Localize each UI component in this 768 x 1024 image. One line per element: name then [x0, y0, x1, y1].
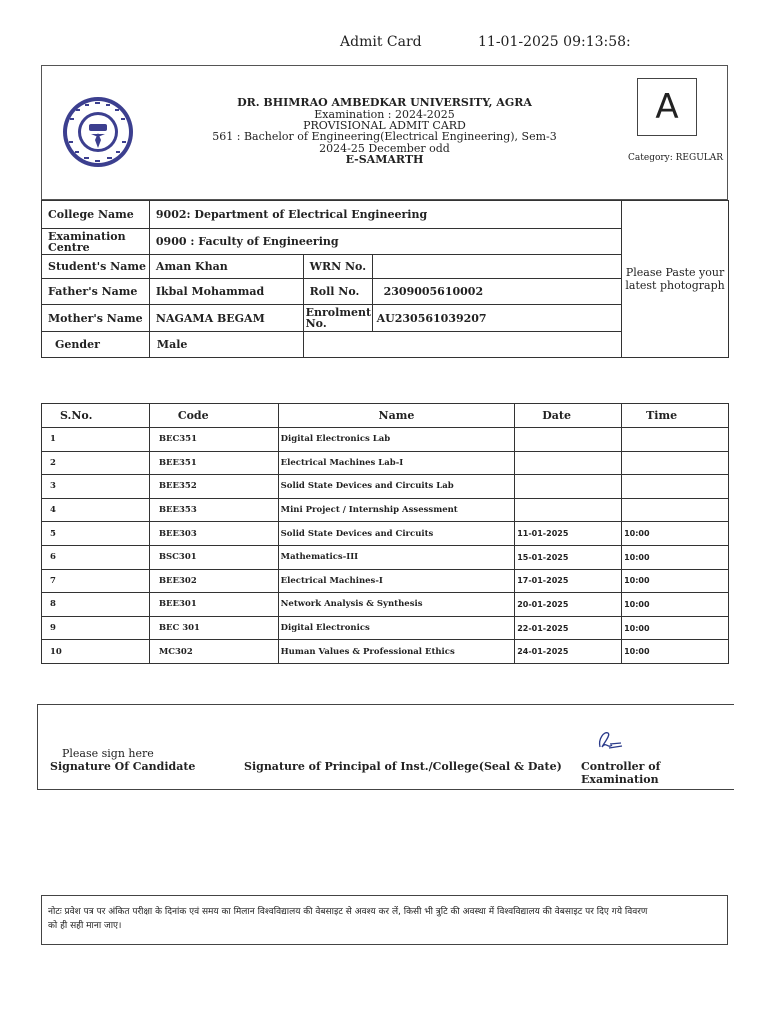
admit-card-title: Admit Card — [340, 34, 422, 50]
cell-code: BSC301 — [149, 545, 278, 569]
cell-name: Mini Project / Internship Assessment — [278, 498, 515, 522]
cell-date: 20-01-2025 — [515, 593, 622, 617]
gender-value: Male — [149, 332, 303, 358]
cell-name: Solid State Devices and Circuits Lab — [278, 475, 515, 499]
wrn-value — [372, 255, 622, 279]
cell-sno: 9 — [42, 616, 150, 640]
instruction-note — [41, 895, 728, 945]
header-name: Name — [278, 404, 515, 428]
cell-code: BEE351 — [149, 451, 278, 475]
subjects-header-row — [42, 404, 729, 428]
note-line-1: नोटः प्रवेश पत्र पर अंकित परीक्षा के दिनांक एवं समय का मिलान विश्वविद्यालय की वेबसाइट से अवश्य कर लें, किसी भी त्रुटि की अवस्था में विश्वविद्यालय की वेबसाइट पर दिए गये विवरण — [48, 907, 648, 917]
roll-no-label: Roll No. — [303, 279, 372, 305]
grade-letter-box: A — [637, 78, 697, 136]
cell-code: BEE301 — [149, 593, 278, 617]
cell-name: Digital Electronics — [278, 616, 515, 640]
cell-time — [622, 451, 729, 475]
cell-date — [515, 451, 622, 475]
exam-session: 2024-25 December odd — [319, 142, 450, 155]
cell-date — [515, 428, 622, 452]
header-date: Date — [515, 404, 622, 428]
wrn-label: WRN No. — [303, 255, 372, 279]
cell-sno: 8 — [42, 593, 150, 617]
table-row — [42, 522, 729, 546]
cell-time: 10:00 — [622, 616, 729, 640]
gender-spacer — [303, 332, 621, 358]
cell-time: 10:00 — [622, 640, 729, 664]
photo-placeholder: Please Paste your latest photograph — [622, 201, 729, 358]
controller-signature-image — [594, 727, 626, 755]
sign-here-hint: Please sign here — [62, 747, 154, 760]
note-line-2: को ही सही माना जाए। — [48, 921, 122, 931]
table-row — [42, 545, 729, 569]
print-datetime: 11-01-2025 09:13:58: — [478, 34, 631, 50]
cell-sno: 5 — [42, 522, 150, 546]
cell-time: 10:00 — [622, 569, 729, 593]
table-row — [42, 475, 729, 499]
card-type: PROVISIONAL ADMIT CARD — [303, 119, 466, 132]
cell-date: 22-01-2025 — [515, 616, 622, 640]
cell-sno: 1 — [42, 428, 150, 452]
cell-time — [622, 498, 729, 522]
gender-label: Gender — [42, 332, 150, 358]
centre-label: Examination Centre — [42, 229, 150, 255]
student-info-table — [41, 200, 729, 358]
cell-time — [622, 475, 729, 499]
cell-name: Network Analysis & Synthesis — [278, 593, 515, 617]
course-name: 561 : Bachelor of Engineering(Electrical Engineering), Sem-3 — [212, 130, 557, 143]
cell-name: Solid State Devices and Circuits — [278, 522, 515, 546]
university-name: DR. BHIMRAO AMBEDKAR UNIVERSITY, AGRA — [237, 96, 532, 109]
cell-time — [622, 428, 729, 452]
header-panel — [41, 65, 728, 200]
table-row — [42, 569, 729, 593]
table-row — [42, 498, 729, 522]
cell-sno: 2 — [42, 451, 150, 475]
cell-sno: 10 — [42, 640, 150, 664]
cell-code: BEC 301 — [149, 616, 278, 640]
cell-code: BEC351 — [149, 428, 278, 452]
cell-date: 24-01-2025 — [515, 640, 622, 664]
cell-time: 10:00 — [622, 522, 729, 546]
cell-sno: 3 — [42, 475, 150, 499]
centre-value: 0900 : Faculty of Engineering — [149, 229, 621, 255]
enrolment-value: AU230561039207 — [372, 305, 622, 332]
cell-date — [515, 475, 622, 499]
table-row — [42, 593, 729, 617]
cell-name: Electrical Machines Lab-I — [278, 451, 515, 475]
college-label: College Name — [42, 201, 150, 229]
cell-date — [515, 498, 622, 522]
table-row — [42, 451, 729, 475]
cell-sno: 4 — [42, 498, 150, 522]
portal-name: E-SAMARTH — [345, 153, 424, 166]
table-row — [42, 640, 729, 664]
cell-sno: 6 — [42, 545, 150, 569]
signature-panel — [37, 704, 734, 790]
cell-code: BEE302 — [149, 569, 278, 593]
header-code: Code — [149, 404, 278, 428]
cell-date: 15-01-2025 — [515, 545, 622, 569]
cell-name: Mathematics-III — [278, 545, 515, 569]
father-name-value: Ikbal Mohammad — [149, 279, 303, 305]
father-name-label: Father's Name — [42, 279, 150, 305]
cell-time: 10:00 — [622, 593, 729, 617]
roll-no-value: 2309005610002 — [372, 279, 622, 305]
enrolment-label: Enrolment No. — [303, 305, 372, 332]
examination-year: Examination : 2024-2025 — [314, 108, 455, 121]
cell-code: MC302 — [149, 640, 278, 664]
candidate-signature-label: Signature Of Candidate — [50, 760, 196, 773]
table-row — [42, 428, 729, 452]
college-value: 9002: Department of Electrical Engineering — [149, 201, 621, 229]
cell-code: BEE352 — [149, 475, 278, 499]
cell-code: BEE353 — [149, 498, 278, 522]
cell-name: Electrical Machines-I — [278, 569, 515, 593]
mother-name-value: NAGAMA BEGAM — [149, 305, 303, 332]
table-row — [42, 616, 729, 640]
controller-signature-label: Controller of Examination — [581, 760, 661, 786]
cell-sno: 7 — [42, 569, 150, 593]
principal-signature-label: Signature of Principal of Inst./College(Seal & Date) — [244, 760, 562, 773]
header-sno: S.No. — [42, 404, 150, 428]
header-time: Time — [622, 404, 729, 428]
cell-time: 10:00 — [622, 545, 729, 569]
mother-name-label: Mother's Name — [42, 305, 150, 332]
cell-date: 17-01-2025 — [515, 569, 622, 593]
cell-name: Digital Electronics Lab — [278, 428, 515, 452]
student-name-label: Student's Name — [42, 255, 150, 279]
student-name-value: Aman Khan — [149, 255, 303, 279]
category-label: Category: REGULAR — [628, 153, 724, 163]
cell-code: BEE303 — [149, 522, 278, 546]
subjects-table — [41, 403, 729, 664]
cell-name: Human Values & Professional Ethics — [278, 640, 515, 664]
cell-date: 11-01-2025 — [515, 522, 622, 546]
